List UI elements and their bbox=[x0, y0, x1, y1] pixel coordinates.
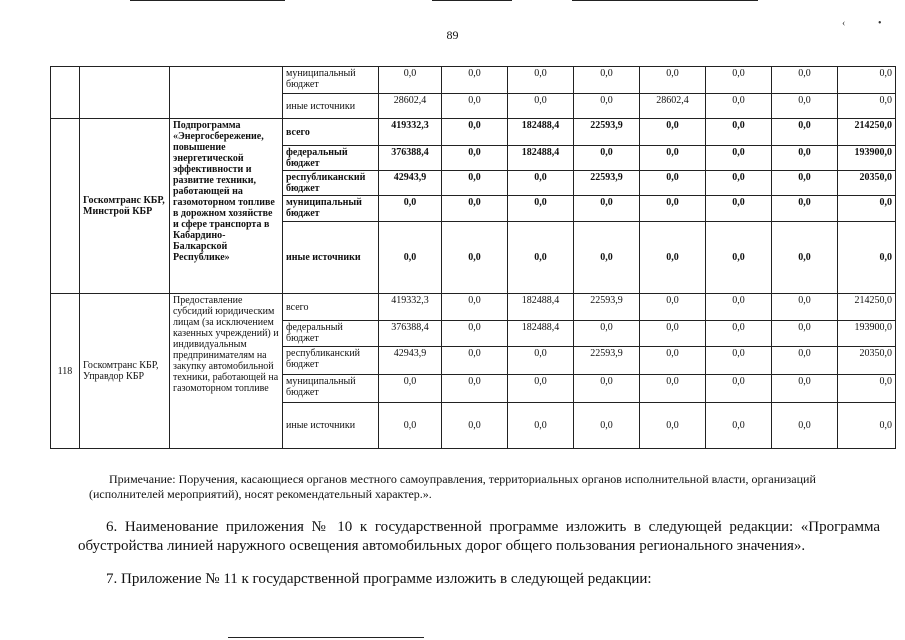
page-number: 89 bbox=[446, 28, 459, 42]
value-cell: 0,0 bbox=[772, 171, 838, 196]
value-cell: 0,0 bbox=[772, 196, 838, 222]
value-cell: 0,0 bbox=[508, 171, 574, 196]
value-cell: 0,0 bbox=[838, 222, 896, 294]
activity-cell: Подпрограмма «Энергосбережение, повышение энергетической эффективности и развитие техники, работающей на газомоторном топливе в дорожном хозяйстве и сфере транспорта в Кабардино-Балкарской Республике» bbox=[170, 119, 283, 294]
source-cell: муниципальный бюджет bbox=[283, 67, 379, 94]
source-cell: муниципальный бюджет bbox=[283, 375, 379, 403]
value-cell: 0,0 bbox=[574, 375, 640, 403]
value-cell: 0,0 bbox=[640, 119, 706, 146]
value-cell: 0,0 bbox=[706, 347, 772, 375]
value-cell: 0,0 bbox=[706, 146, 772, 171]
value-cell: 0,0 bbox=[838, 94, 896, 119]
top-rule-right bbox=[572, 0, 758, 1]
number-cell bbox=[51, 67, 80, 119]
value-cell: 0,0 bbox=[574, 196, 640, 222]
note-line: (исполнителей мероприятий), носят рекомендательный характер.». bbox=[89, 487, 432, 501]
value-cell: 0,0 bbox=[772, 347, 838, 375]
number-cell bbox=[51, 119, 80, 294]
value-cell: 419332,3 bbox=[379, 294, 442, 321]
value-cell: 0,0 bbox=[442, 67, 508, 94]
executor-cell: Госкомтранс КБР, Минстрой КБР bbox=[80, 119, 170, 294]
value-cell: 0,0 bbox=[442, 196, 508, 222]
value-cell: 0,0 bbox=[838, 67, 896, 94]
value-cell: 0,0 bbox=[508, 347, 574, 375]
value-cell: 0,0 bbox=[574, 94, 640, 119]
value-cell: 0,0 bbox=[706, 119, 772, 146]
value-cell: 0,0 bbox=[442, 146, 508, 171]
value-cell: 0,0 bbox=[508, 375, 574, 403]
value-cell: 0,0 bbox=[640, 146, 706, 171]
value-cell: 0,0 bbox=[442, 347, 508, 375]
number-cell: 118 bbox=[51, 294, 80, 449]
value-cell: 0,0 bbox=[838, 403, 896, 449]
value-cell: 0,0 bbox=[772, 321, 838, 347]
source-cell: всего bbox=[283, 119, 379, 146]
executor-cell bbox=[80, 67, 170, 119]
value-cell: 0,0 bbox=[706, 375, 772, 403]
value-cell: 0,0 bbox=[706, 321, 772, 347]
source-cell: иные источники bbox=[283, 403, 379, 449]
value-cell: 419332,3 bbox=[379, 119, 442, 146]
value-cell: 214250,0 bbox=[838, 294, 896, 321]
activity-cell bbox=[170, 67, 283, 119]
value-cell: 0,0 bbox=[442, 94, 508, 119]
source-cell: республиканский бюджет bbox=[283, 347, 379, 375]
value-cell: 28602,4 bbox=[379, 94, 442, 119]
value-cell: 182488,4 bbox=[508, 119, 574, 146]
value-cell: 0,0 bbox=[772, 94, 838, 119]
value-cell: 0,0 bbox=[706, 294, 772, 321]
source-cell: иные источники bbox=[283, 94, 379, 119]
value-cell: 0,0 bbox=[574, 403, 640, 449]
value-cell: 0,0 bbox=[706, 67, 772, 94]
value-cell: 0,0 bbox=[442, 321, 508, 347]
budget-table bbox=[50, 66, 896, 449]
top-rule-left bbox=[130, 0, 285, 1]
note-line: Примечание: Поручения, касающиеся органов местного самоуправления, территориальных органов исполнительной власти, организаций bbox=[109, 472, 816, 486]
value-cell: 376388,4 bbox=[379, 146, 442, 171]
value-cell: 214250,0 bbox=[838, 119, 896, 146]
source-cell: муниципальный бюджет bbox=[283, 196, 379, 222]
bottom-rule bbox=[228, 637, 424, 638]
value-cell: 0,0 bbox=[508, 196, 574, 222]
top-rule-middle bbox=[432, 0, 512, 1]
value-cell: 0,0 bbox=[574, 146, 640, 171]
value-cell: 0,0 bbox=[838, 196, 896, 222]
source-cell: всего bbox=[283, 294, 379, 321]
value-cell: 0,0 bbox=[640, 67, 706, 94]
value-cell: 0,0 bbox=[574, 321, 640, 347]
value-cell: 22593,9 bbox=[574, 119, 640, 146]
scan-mark: ‹ bbox=[842, 18, 846, 29]
paragraph-7: 7. Приложение № 11 к государственной программе изложить в следующей редакции: bbox=[106, 571, 652, 587]
value-cell: 0,0 bbox=[772, 294, 838, 321]
table-note bbox=[89, 472, 883, 502]
value-cell: 0,0 bbox=[706, 196, 772, 222]
executor-cell: Госкомтранс КБР, Управдор КБР bbox=[80, 294, 170, 449]
value-cell: 0,0 bbox=[706, 171, 772, 196]
value-cell: 0,0 bbox=[640, 321, 706, 347]
value-cell: 22593,9 bbox=[574, 294, 640, 321]
value-cell: 193900,0 bbox=[838, 321, 896, 347]
value-cell: 182488,4 bbox=[508, 146, 574, 171]
table-row bbox=[51, 67, 896, 94]
value-cell: 22593,9 bbox=[574, 171, 640, 196]
source-cell: федеральный бюджет bbox=[283, 321, 379, 347]
scan-mark: • bbox=[878, 18, 882, 29]
paragraph-6: 6. Наименование приложения № 10 к государственной программе изложить в следующей редакции: «Программа обустройства линией наружного освещения автомобильных дорог общего пользования регионального значения». bbox=[78, 519, 880, 554]
value-cell: 0,0 bbox=[640, 347, 706, 375]
source-cell: иные источники bbox=[283, 222, 379, 294]
value-cell: 0,0 bbox=[772, 222, 838, 294]
value-cell: 0,0 bbox=[442, 294, 508, 321]
value-cell: 0,0 bbox=[442, 119, 508, 146]
value-cell: 0,0 bbox=[838, 375, 896, 403]
value-cell: 0,0 bbox=[640, 403, 706, 449]
value-cell: 182488,4 bbox=[508, 321, 574, 347]
value-cell: 0,0 bbox=[574, 222, 640, 294]
value-cell: 0,0 bbox=[640, 222, 706, 294]
value-cell: 20350,0 bbox=[838, 347, 896, 375]
table-row bbox=[51, 294, 896, 321]
value-cell: 0,0 bbox=[379, 403, 442, 449]
value-cell: 42943,9 bbox=[379, 171, 442, 196]
value-cell: 0,0 bbox=[379, 222, 442, 294]
value-cell: 22593,9 bbox=[574, 347, 640, 375]
activity-cell: Предоставление субсидий юридическим лицам (за исключением казенных учреждений) и индивидуальным предпринимателям на закупку автомобильной техники, работающей на газомоторном топливе bbox=[170, 294, 283, 449]
value-cell: 0,0 bbox=[772, 403, 838, 449]
value-cell: 0,0 bbox=[772, 67, 838, 94]
value-cell: 20350,0 bbox=[838, 171, 896, 196]
value-cell: 42943,9 bbox=[379, 347, 442, 375]
value-cell: 182488,4 bbox=[508, 294, 574, 321]
value-cell: 0,0 bbox=[640, 171, 706, 196]
value-cell: 0,0 bbox=[442, 375, 508, 403]
value-cell: 0,0 bbox=[379, 67, 442, 94]
value-cell: 0,0 bbox=[772, 146, 838, 171]
source-cell: республиканский бюджет bbox=[283, 171, 379, 196]
value-cell: 0,0 bbox=[442, 222, 508, 294]
value-cell: 0,0 bbox=[379, 375, 442, 403]
value-cell: 0,0 bbox=[442, 171, 508, 196]
value-cell: 0,0 bbox=[508, 403, 574, 449]
value-cell: 0,0 bbox=[706, 94, 772, 119]
value-cell: 0,0 bbox=[640, 294, 706, 321]
value-cell: 0,0 bbox=[640, 375, 706, 403]
value-cell: 0,0 bbox=[442, 403, 508, 449]
value-cell: 0,0 bbox=[379, 196, 442, 222]
value-cell: 0,0 bbox=[706, 222, 772, 294]
value-cell: 0,0 bbox=[772, 119, 838, 146]
value-cell: 0,0 bbox=[508, 222, 574, 294]
value-cell: 376388,4 bbox=[379, 321, 442, 347]
value-cell: 0,0 bbox=[706, 403, 772, 449]
value-cell: 0,0 bbox=[508, 67, 574, 94]
value-cell: 28602,4 bbox=[640, 94, 706, 119]
value-cell: 193900,0 bbox=[838, 146, 896, 171]
table-row bbox=[51, 119, 896, 146]
value-cell: 0,0 bbox=[640, 196, 706, 222]
value-cell: 0,0 bbox=[772, 375, 838, 403]
source-cell: федеральный бюджет bbox=[283, 146, 379, 171]
value-cell: 0,0 bbox=[574, 67, 640, 94]
value-cell: 0,0 bbox=[508, 94, 574, 119]
